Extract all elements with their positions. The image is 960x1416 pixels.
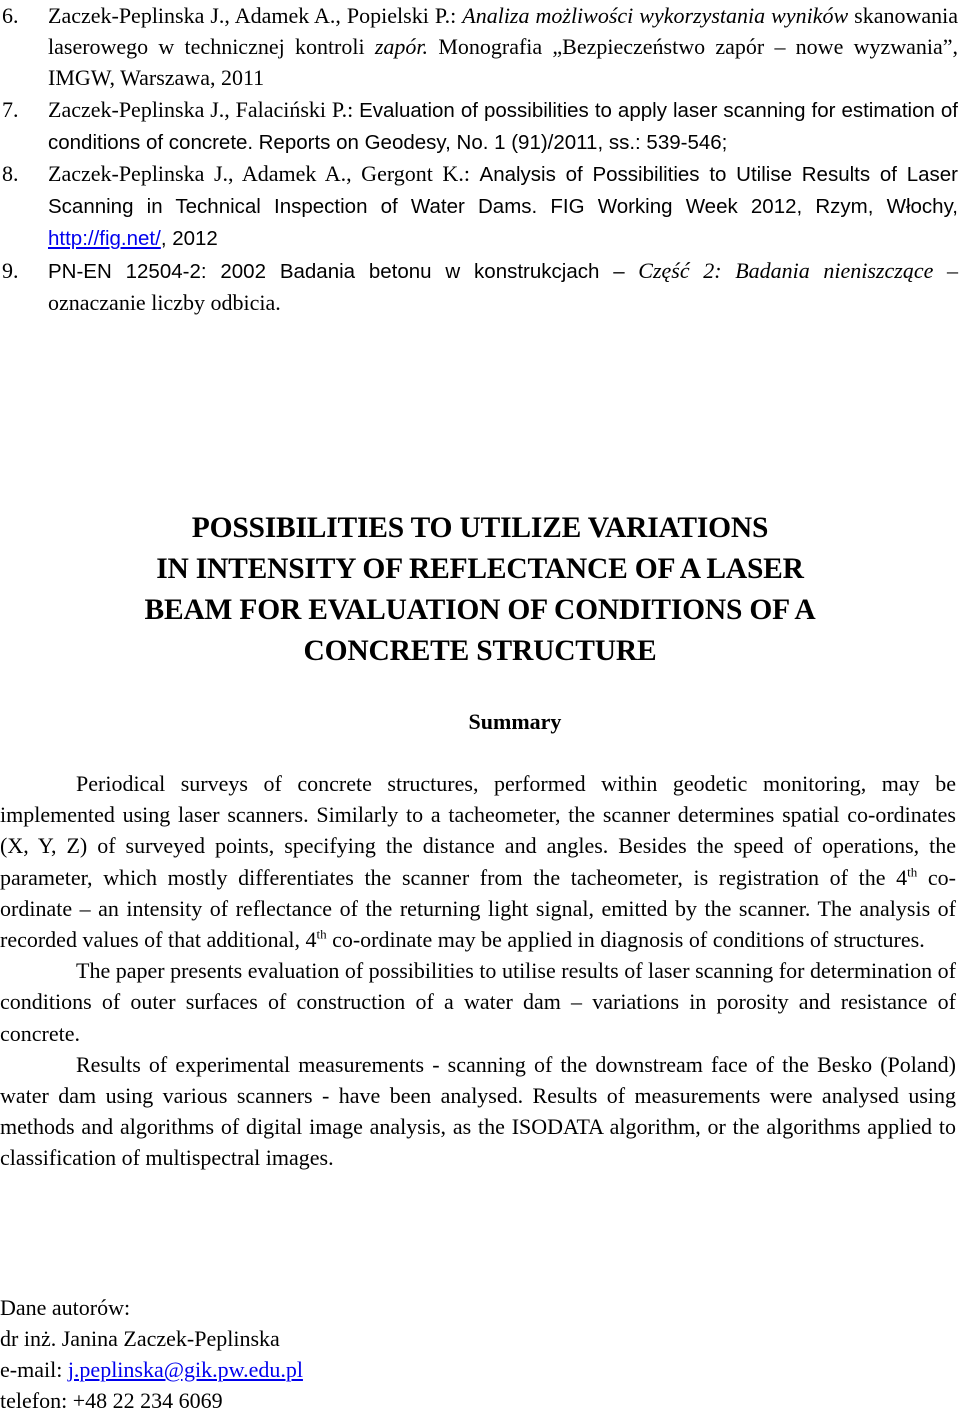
author-email-row (0, 1354, 600, 1385)
author-details (0, 1292, 600, 1416)
reference-year: , 2012 (160, 227, 218, 251)
title-line: POSSIBILITIES TO UTILIZE VARIATIONS (191, 512, 769, 544)
superscript: th (907, 864, 918, 880)
email-link[interactable]: j.peplinska@gik.pw.edu.pl (67, 1357, 303, 1382)
author-name: dr inż. Janina Zaczek-Peplinska (0, 1326, 280, 1351)
summary-text: Periodical surveys of concrete structures, performed within geodetic monitoring, may be implemented using laser scanners. Similarly to a tacheometer, the scanner determines spatial co-ordinates (X, Y, Z) of surveyed points, specifying the distance and angles. Besides the speed of operations, the parameter, which mostly differentiates the scanner from the tacheometer, is registration of the 4 (0, 771, 956, 890)
title-line: IN INTENSITY OF REFLECTANCE OF A LASER (156, 553, 804, 585)
reference-link[interactable]: http://fig.net/ (48, 227, 161, 251)
summary-text: co-ordinate may be applied in diagnosis of conditions of structures. (326, 927, 925, 953)
reference-number: 7. (2, 96, 19, 122)
reference-source: Monografia „Bezpieczeństwo zapór – nowe wyzwania”, IMGW, Warszawa, 2011 (48, 34, 959, 91)
reference-source: Reports on Geodesy, No. 1 (91)/2011, ss.: 539-546; (258, 130, 728, 154)
title-line: BEAM FOR EVALUATION OF CONDITIONS OF A (144, 594, 816, 626)
paper-title (40, 508, 920, 672)
superscript: th (316, 926, 327, 942)
summary-paragraph: The paper presents evaluation of possibilities to utilise results of laser scanning for determination of conditions of outer surfaces of construction of a water dam – variations in porosity and resistance of concrete. (0, 958, 956, 1046)
reference-item (0, 94, 958, 158)
reference-title: Analiza możliwości wykorzystania wyników (462, 3, 849, 28)
authors-heading: Dane autorów: (0, 1295, 131, 1320)
title-line: CONCRETE STRUCTURE (303, 635, 657, 667)
reference-title-end: zapór. (374, 34, 429, 60)
reference-list (0, 0, 958, 318)
reference-authors: Zaczek-Peplinska J., Falaciński P.: (48, 96, 354, 122)
summary-paragraph: Results of experimental measurements - scanning of the downstream face of the Besko (Poland) water dam using various scanners - have been analysed. Results of measurements were analysed using methods and algorithms of digital image analysis, as the ISODATA algorithm, or the algorithms applied to classification of multispectral images. (0, 1051, 956, 1171)
reference-item (0, 158, 958, 255)
summary-paragraph (0, 768, 956, 955)
reference-authors: Zaczek-Peplinska J., Adamek A., Popielski P.: (48, 3, 457, 28)
summary-heading: Summary (468, 709, 562, 734)
reference-number: 8. (2, 161, 19, 187)
email-label: e-mail: (0, 1357, 68, 1382)
reference-title: Analysis of Possibilities to Utilise Results of Laser Scanning in Technical Inspection of Water Dams. FIG Working Week 2012, Rzym, Włochy, (48, 163, 959, 219)
reference-item (0, 0, 958, 94)
reference-item (0, 255, 958, 318)
reference-title: Część 2: Badania nieniszczące (638, 257, 934, 283)
summary-body (0, 768, 956, 1174)
reference-number: 9. (2, 257, 19, 283)
summary-text: co-ordinate – an intensity of reflectance of the returning light signal, emitted by the scanner. The analysis of recorded values of that additional, 4 (0, 864, 957, 953)
author-phone: telefon: +48 22 234 6069 (0, 1388, 223, 1413)
reference-text: skanowania laserowego w technicznej kontroli (48, 3, 959, 60)
reference-authors: Zaczek-Peplinska J., Adamek A., Gergont K.: (48, 161, 470, 187)
reference-text: PN-EN 12504-2: 2002 Badania betonu w konstrukcjach – (48, 259, 625, 283)
reference-number: 6. (2, 3, 19, 28)
reference-title: Evaluation of possibilities to apply laser scanning for estimation of conditions of concrete. (48, 98, 958, 154)
reference-source: – oznaczanie liczby odbicia. (48, 257, 958, 315)
